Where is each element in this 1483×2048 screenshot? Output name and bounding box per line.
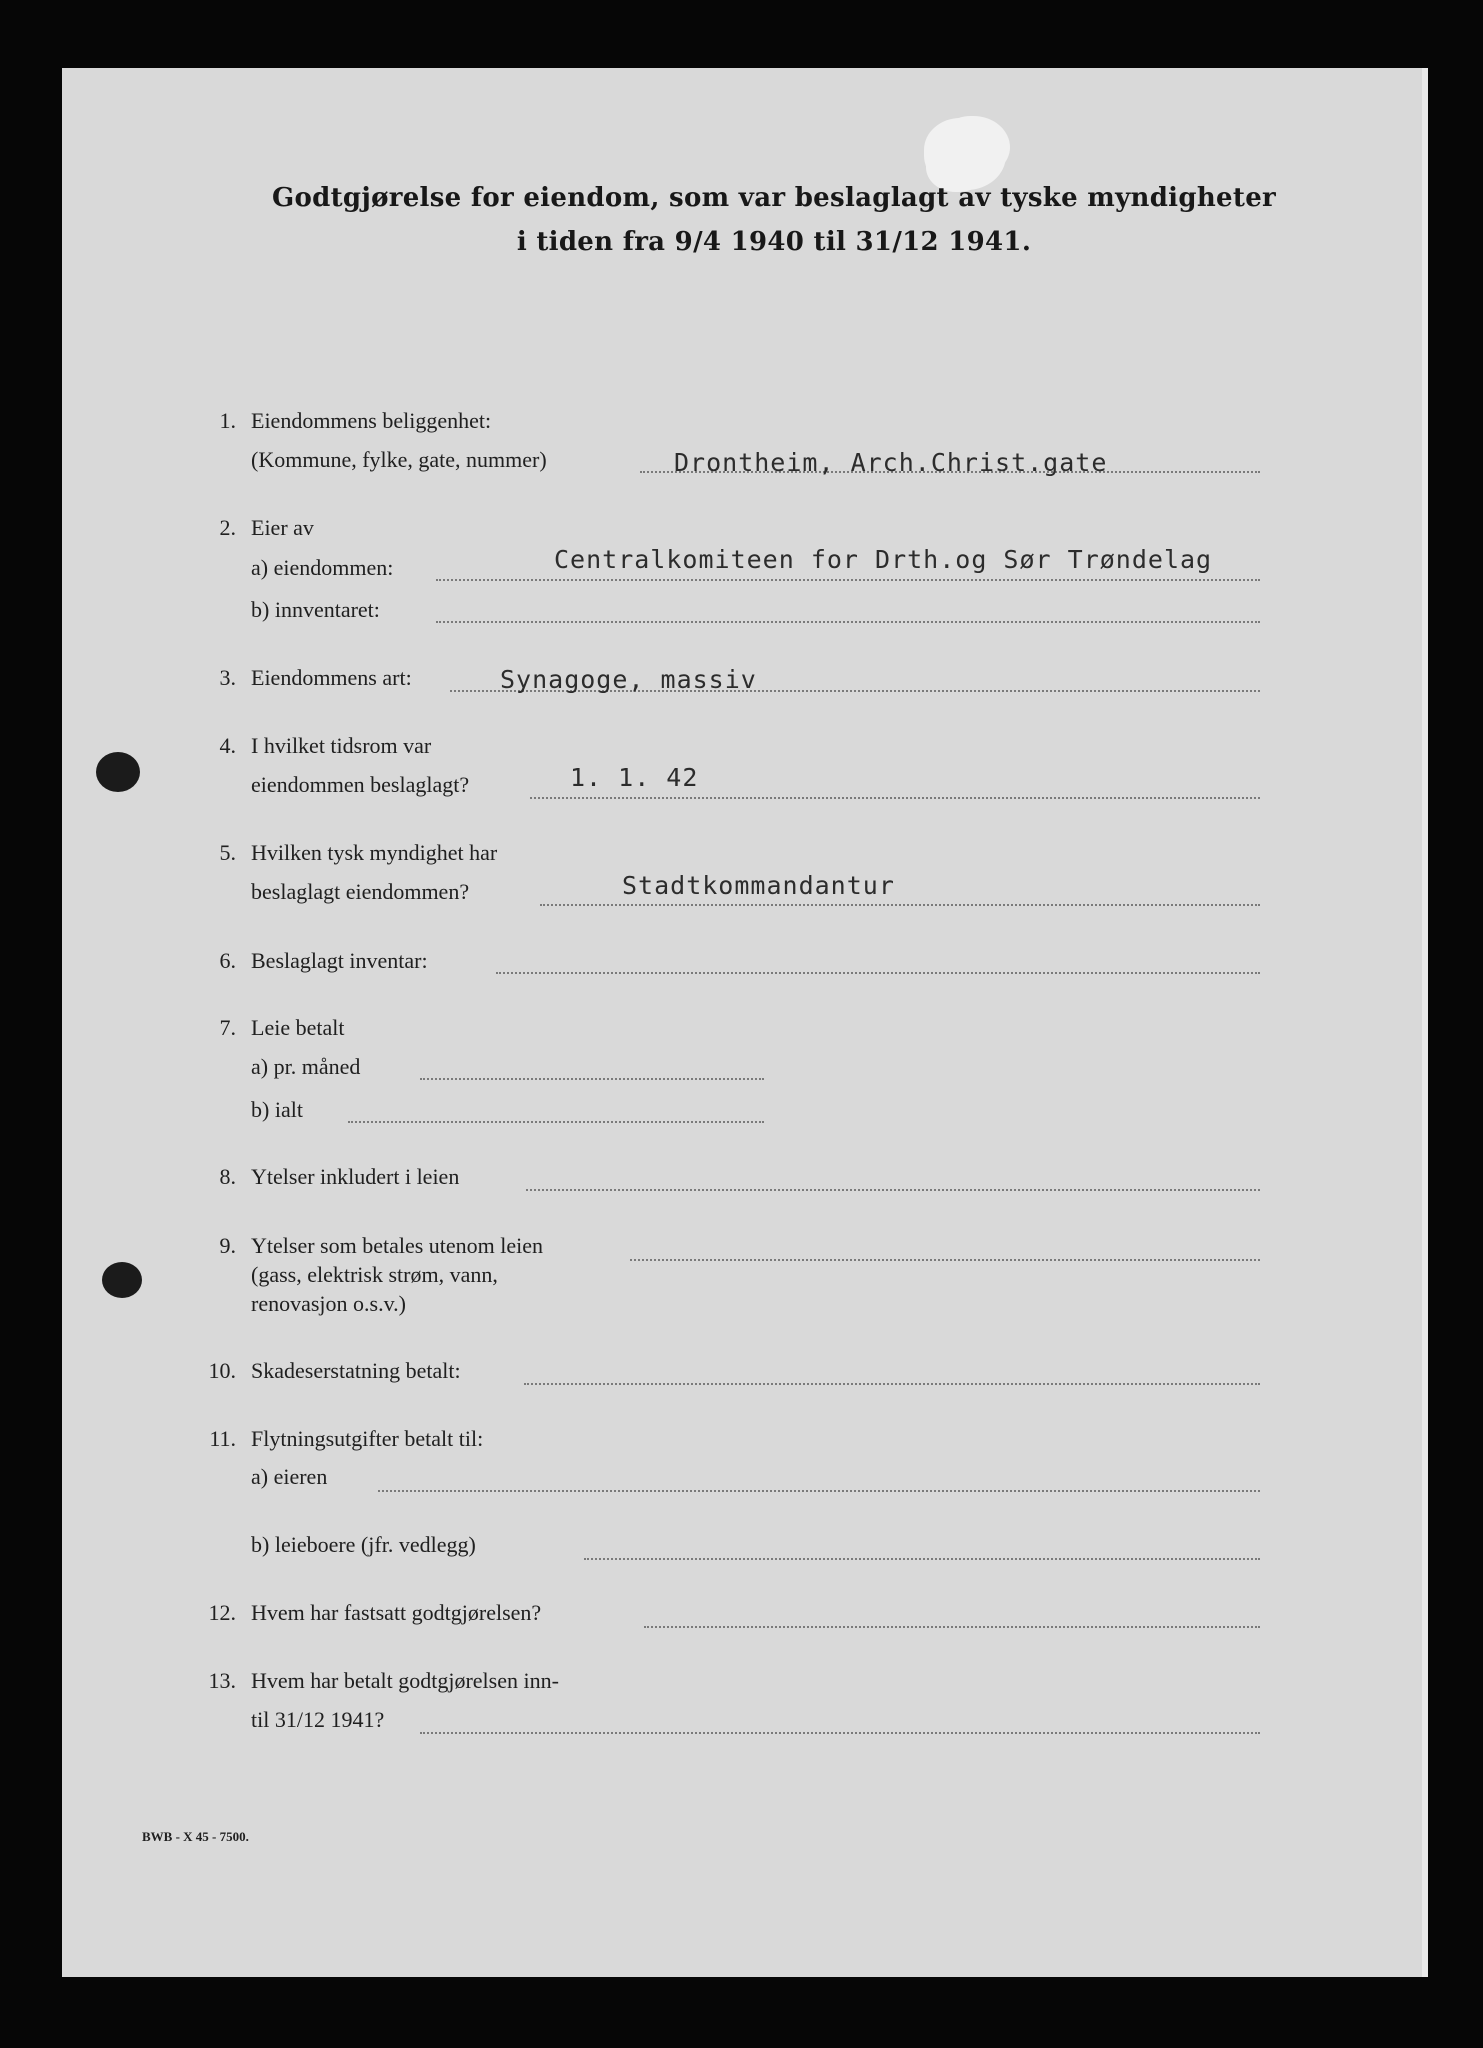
q7a-answer-line[interactable] bbox=[420, 1078, 764, 1080]
q13-sublabel: til 31/12 1941? bbox=[251, 1707, 385, 1732]
q8-number: 8. bbox=[219, 1164, 236, 1189]
q12-label: Hvem har fastsatt godtgjørelsen? bbox=[251, 1600, 542, 1625]
q5-number: 5. bbox=[219, 840, 236, 865]
q8-label: Ytelser inkludert i leien bbox=[251, 1164, 460, 1189]
q8-answer-line[interactable] bbox=[526, 1189, 1260, 1191]
q13-number: 13. bbox=[208, 1668, 236, 1693]
print-code: BWB - X 45 - 7500. bbox=[142, 1829, 249, 1844]
q12-number: 12. bbox=[208, 1600, 236, 1625]
form-title bbox=[0, 176, 1483, 264]
q2a-answer: Centralkomiteen for Drth.og Sør Trøndelag bbox=[554, 545, 1213, 574]
q11-number: 11. bbox=[209, 1426, 236, 1451]
q7-number: 7. bbox=[219, 1015, 236, 1040]
q2b-label: b) innventaret: bbox=[251, 597, 380, 622]
q1-number: 1. bbox=[219, 408, 236, 433]
q3-answer: Synagoge, massiv bbox=[500, 665, 757, 694]
q2-number: 2. bbox=[219, 515, 236, 540]
title-line-1: Godtgjørelse for eiendom, som var beslaglagt av tyske myndigheter bbox=[271, 183, 1277, 213]
q4-answer-line[interactable] bbox=[530, 797, 1260, 799]
q7b-label: b) ialt bbox=[251, 1097, 303, 1122]
q6-number: 6. bbox=[219, 948, 236, 973]
q2b-answer-line[interactable] bbox=[436, 621, 1260, 623]
q5-sublabel: beslaglagt eiendommen? bbox=[251, 879, 470, 904]
q1-label: Eiendommens beliggenhet: bbox=[251, 408, 492, 433]
q4-label: I hvilket tidsrom var bbox=[251, 733, 432, 758]
q5-answer: Stadtkommandantur bbox=[622, 871, 895, 900]
q9-sublabel-1: (gass, elektrisk strøm, vann, bbox=[251, 1262, 498, 1287]
q1-sublabel: (Kommune, fylke, gate, nummer) bbox=[251, 447, 547, 472]
q6-answer-line[interactable] bbox=[496, 972, 1260, 974]
q7-label: Leie betalt bbox=[251, 1015, 345, 1040]
q9-label: Ytelser som betales utenom leien bbox=[251, 1233, 544, 1258]
q1-answer: Drontheim, Arch.Christ.gate bbox=[674, 448, 1108, 477]
q7a-label: a) pr. måned bbox=[251, 1054, 361, 1079]
q11a-label: a) eieren bbox=[251, 1464, 328, 1489]
q7b-answer-line[interactable] bbox=[348, 1121, 764, 1123]
q5-answer-line[interactable] bbox=[540, 904, 1260, 906]
q10-label: Skadeserstatning betalt: bbox=[251, 1358, 461, 1383]
q11b-answer-line[interactable] bbox=[584, 1558, 1260, 1560]
punch-hole-top bbox=[96, 752, 140, 792]
q2a-label: a) eiendommen: bbox=[251, 555, 394, 580]
q4-answer: 1. 1. 42 bbox=[570, 763, 699, 792]
q11-label: Flytningsutgifter betalt til: bbox=[251, 1426, 484, 1451]
q4-number: 4. bbox=[219, 733, 236, 758]
q9-answer-line[interactable] bbox=[630, 1259, 1260, 1261]
q3-number: 3. bbox=[219, 665, 236, 690]
q9-sublabel-2: renovasjon o.s.v.) bbox=[251, 1291, 406, 1316]
title-line-2: i tiden fra 9/4 1940 til 31/12 1941. bbox=[516, 227, 1032, 257]
q13-label: Hvem har betalt godtgjørelsen inn- bbox=[251, 1668, 559, 1693]
q10-answer-line[interactable] bbox=[524, 1383, 1260, 1385]
q3-label: Eiendommens art: bbox=[251, 665, 412, 690]
q5-label: Hvilken tysk myndighet har bbox=[251, 840, 498, 865]
q4-sublabel: eiendommen beslaglagt? bbox=[251, 772, 470, 797]
q12-answer-line[interactable] bbox=[644, 1626, 1260, 1628]
q6-label: Beslaglagt inventar: bbox=[251, 948, 428, 973]
q10-number: 10. bbox=[208, 1358, 236, 1383]
q2a-answer-line[interactable] bbox=[436, 579, 1260, 581]
q13-answer-line[interactable] bbox=[420, 1732, 1260, 1734]
q2-label: Eier av bbox=[251, 515, 314, 540]
punch-hole-bottom bbox=[102, 1262, 142, 1298]
q9-number: 9. bbox=[219, 1233, 236, 1258]
q11a-answer-line[interactable] bbox=[378, 1490, 1260, 1492]
q11b-label: b) leieboere (jfr. vedlegg) bbox=[251, 1532, 476, 1557]
